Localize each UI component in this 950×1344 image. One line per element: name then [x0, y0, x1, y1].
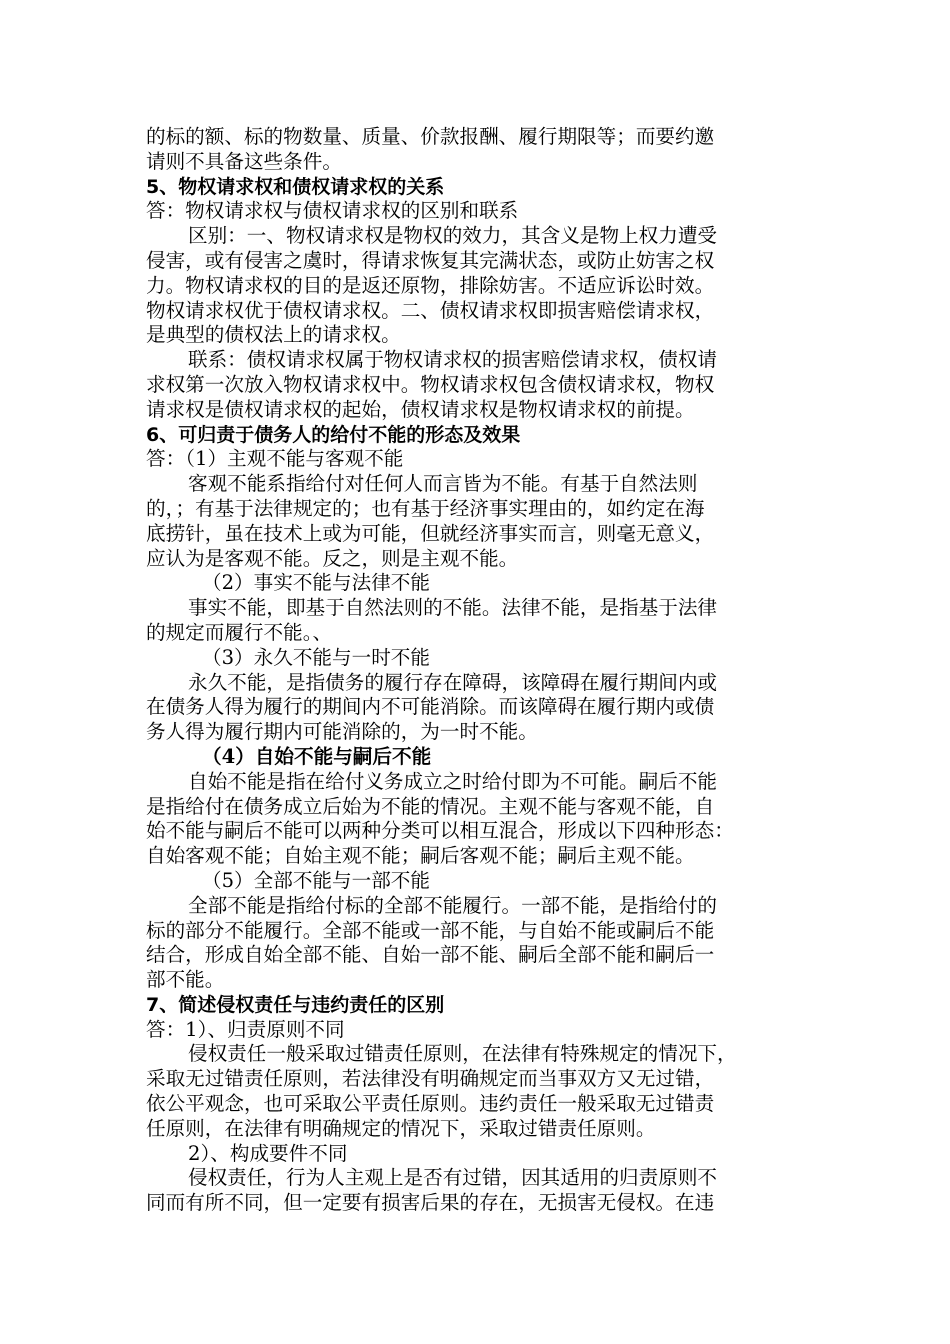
paragraph-start: 联系：债权请求权属于物权请求权的损害赔偿请求权，债权请 [188, 348, 718, 372]
answer-line: 答：1）、归责原则不同 [146, 1017, 345, 1041]
paragraph-start: 客观不能系指给付对任何人而言皆为不能。有基于自然法则 [188, 472, 698, 496]
text-line: 同而有所不同，但一定要有损害后果的存在，无损害无侵权。在违 [146, 1191, 715, 1215]
text-line: 力。物权请求权的目的是返还原物，排除妨害。不适应诉讼时效。 [146, 273, 715, 297]
text-line: 是指给付在债务成立后始为不能的情况。主观不能与客观不能，自 [146, 794, 715, 818]
text-line: 标的部分不能履行。全部不能或一部不能，与自始不能或嗣后不能 [146, 918, 715, 942]
paragraph-start: 自始不能是指在给付义务成立之时给付即为不可能。嗣后不能 [188, 769, 718, 793]
paragraph-start: 区别：一、物权请求权是物权的效力，其含义是物上权力遭受 [188, 224, 718, 248]
answer-line: 答：物权请求权与债权请求权的区别和联系 [146, 199, 519, 223]
text-line: 请则不具备这些条件。 [146, 149, 342, 173]
paragraph-start: 全部不能是指给付标的全部不能履行。一部不能，是指给付的 [188, 893, 718, 917]
subheading: 2）、构成要件不同 [188, 1141, 348, 1165]
text-line: 任原则，在法律有明确规定的情况下，采取过错责任原则。 [146, 1116, 656, 1140]
text-line: 采取无过错责任原则，若法律没有明确规定而当事双方又无过错， [146, 1067, 715, 1091]
text-line: 在债务人得为履行的期间内不可能消除。而该障碍在履行期内或债 [146, 695, 715, 719]
paragraph-start: 侵权责任，行为人主观上是否有过错，因其适用的归责原则不 [188, 1166, 718, 1190]
text-line: 侵害，或有侵害之虞时，得请求恢复其完满状态，或防止妨害之权 [146, 248, 715, 272]
section-heading-5: 5、物权请求权和债权请求权的关系 [146, 175, 445, 198]
answer-line: 答：（1）主观不能与客观不能 [146, 447, 404, 471]
text-line: 的标的额、标的物数量、质量、价款报酬、履行期限等；而要约邀 [146, 125, 715, 148]
text-line: 请求权是债权请求权的起始，债权请求权是物权请求权的前提。 [146, 397, 695, 421]
text-line: 结合，形成自始全部不能、自始一部不能、嗣后全部不能和嗣后一 [146, 943, 715, 967]
paragraph-start: 事实不能，即基于自然法则的不能。法律不能，是指基于法律 [188, 596, 718, 620]
section-heading-7: 7、简述侵权责任与违约责任的区别 [146, 993, 445, 1016]
document-page [146, 125, 806, 1216]
text-line: 求权第一次放入物权请求权中。物权请求权包含债权请求权，物权 [146, 372, 715, 396]
text-line: 的规定而履行不能。、 [146, 620, 333, 644]
text-line: 部不能。 [146, 968, 225, 992]
text-line: 物权请求权优于债权请求权。二、债权请求权即损害赔偿请求权， [146, 298, 715, 322]
text-line: 的，；有基于法律规定的；也有基于经济事实理由的，如约定在海 [146, 496, 705, 520]
text-line: 底捞针，虽在技术上或为可能，但就经济事实而言，则毫无意义， [146, 521, 715, 545]
subheading: （2）事实不能与法律不能 [202, 571, 430, 595]
text-line: 应认为是客观不能。反之，则是主观不能。 [146, 546, 519, 570]
text-line: 始不能与嗣后不能可以两种分类可以相互混合，形成以下四种形态： [146, 819, 734, 843]
text-line: 是典型的债权法上的请求权。 [146, 323, 401, 347]
subheading: （3）永久不能与一时不能 [202, 645, 430, 669]
text-line: 自始客观不能；自始主观不能；嗣后客观不能；嗣后主观不能。 [146, 844, 695, 868]
section-heading-6: 6、可归责于债务人的给付不能的形态及效果 [146, 423, 521, 446]
subheading-bold: （4）自始不能与嗣后不能 [202, 744, 432, 768]
subheading: （5）全部不能与一部不能 [202, 868, 430, 892]
text-line: 依公平观念，也可采取公平责任原则。违约责任一般采取无过错责 [146, 1092, 715, 1116]
paragraph-start: 永久不能，是指债务的履行存在障碍，该障碍在履行期间内或 [188, 670, 718, 694]
paragraph-start: 侵权责任一般采取过错责任原则，在法律有特殊规定的情况下， [188, 1042, 737, 1066]
text-line: 务人得为履行期内可能消除的，为一时不能。 [146, 720, 538, 744]
